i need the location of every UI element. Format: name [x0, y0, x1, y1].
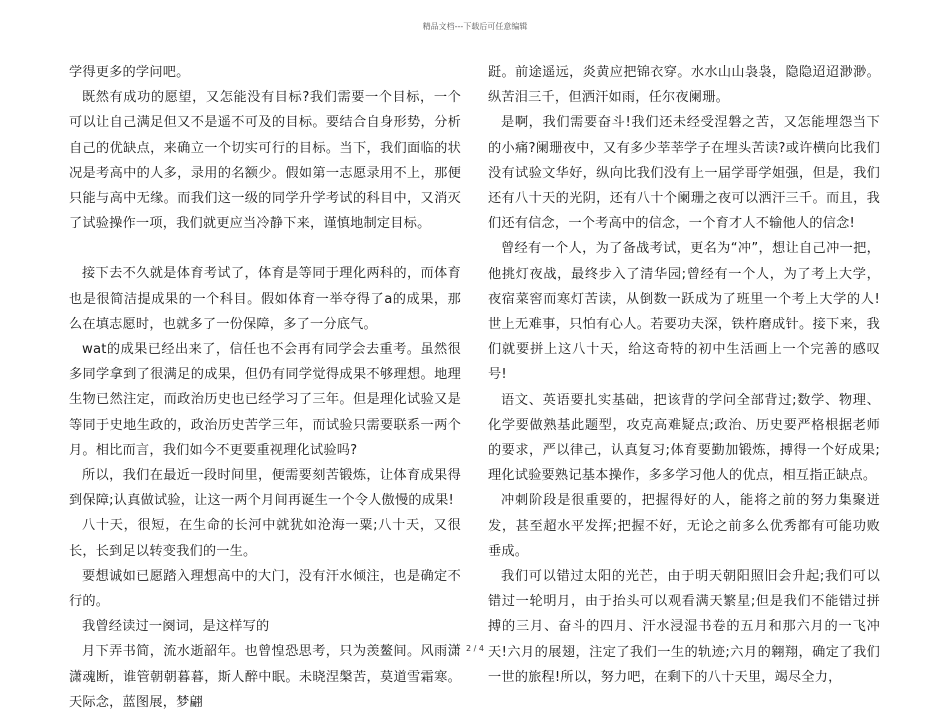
left-text-column [69, 60, 461, 715]
paragraph: 接下去不久就是体育考试了，体育是等同于理化两科的，而体育也是很简洁提成果的一个科目。假如体育一举夺得了a的成果，那么在填志愿时，也就多了一份保障，多了一分底气。 [69, 266, 461, 332]
paragraph: 语文、英语要扎实基础，把该背的学问全部背过;数学、物理、化学要做熟基此题型，攻克高难疑点;政治、历史要严格根据老师的要求，严以律己，认真复习;体育要勤加锻炼，搏得一个好成果;理化试验要熟记基本操作，多多学习他人的优点，相互指正缺点。 [488, 392, 880, 484]
paragraph: 所以，我们在最近一段时间里，便需要刻苦锻炼，让体育成果得到保障;认真做试验，让这一两个月间再诞生一个令人傲慢的成果! [69, 468, 461, 509]
paragraph: 冲刺阶段是很重要的，把握得好的人，能将之前的努力集聚迸发，甚至超水平发挥;把握不好，无论之前多么优秀都有可能功败垂成。 [488, 493, 880, 559]
page-number: 2 / 4 [466, 644, 484, 653]
paragraph: wat的成果已经出来了，信任也不会再有同学会去重考。虽然很多同学拿到了很满足的成果，但仍有同学觉得成果不够理想。地理生物已然注定，而政治历史也已经学习了三年。但是理化试验又是等同于史地生政的，政治历史苦学三年，而试验只需要联系一两个月。相比而言，我们如今不更要重视理化试验吗? [69, 342, 461, 458]
paragraph: 月下弄书简，流水逝韶年。也曾惶恐思考，只为羡鳌间。风雨潇潇魂断，谁管朝朝暮暮，斯人醉中眠。未晓涅槃苦，莫道雪霜寒。天际念，蓝图展，梦翩 [69, 644, 461, 710]
paragraph: 我曾经读过一阕词，是这样写的 [82, 619, 270, 635]
right-text-column [488, 60, 880, 690]
paragraph: 跹。前途遥远，炎黄应把锦衣穿。水水山山袅袅，隐隐迢迢渺渺。纵苦泪三千，但洒汗如雨，任尔夜阑珊。 [488, 65, 880, 106]
paragraph: 我们可以错过太阳的光芒，由于明天朝阳照旧会升起;我们可以错过一轮明月，由于抬头可以观看满天繁星;但是我们不能错过拼搏的三月、奋斗的四月、汗水浸湿书卷的五月和那六月的一飞冲天!六月的展翅，注定了我们一生的轨迹;六月的翱翔，确定了我们一世的旅程!所以，努力吧，在剩下的八十天里，竭尽全力， [488, 569, 880, 685]
paragraph: 学得更多的学问吧。 [69, 65, 190, 80]
paragraph: 八十天，很短，在生命的长河中就犹如沧海一粟;八十天，又很长，长到足以转变我们的一生。 [69, 518, 461, 559]
paragraph: 要想诚如已愿踏入理想高中的大门，没有汗水倾注，也是确定不行的。 [69, 568, 461, 610]
paragraph: 曾经有一个人，为了备战考试，更名为“冲”，想让自己冲一把，他挑灯夜战，最终步入了清华园;曾经有一个人，为了考上大学，夜宿菜窖而寒灯苦读，从倒数一跃成为了班里一个考上大学的人!世上无难事，只怕有心人。若要功夫深，铁杵磨成针。接下来，我们就要拼上这八十天，给这奇特的初中生活画上一个完善的感叹号! [488, 241, 880, 383]
paragraph: 既然有成功的愿望，又怎能没有目标?我们需要一个目标，一个可以让自己满足但又不是遥不可及的目标。要结合自身形势，分析自己的优缺点，来确立一个切实可行的目标。当下，我们面临的状况是考高中的人多，录用的名额少。假如第一志愿录用不上，那便只能与高中无缘。而我们这一级的同学升学考试的科目中，又消灭了试验操作一项，我们就更应当冷静下来，谨慎地制定目标。 [69, 90, 461, 232]
page-header: 精品文档---下载后可任意编辑 [422, 22, 528, 31]
paragraph: 是啊，我们需要奋斗!我们还未经受涅磐之苦，又怎能埋怨当下的小痛?阑珊夜中，又有多少莘莘学子在埋头苦读?或许横向比我们没有试验文华好，纵向比我们没有上一届学哥学姐强，但是，我们还有八十天的光阴，还有八十个阑珊之夜可以洒汗三千。而且，我们还有信念，一个考高中的信念，一个育才人不输他人的信念! [488, 115, 880, 232]
